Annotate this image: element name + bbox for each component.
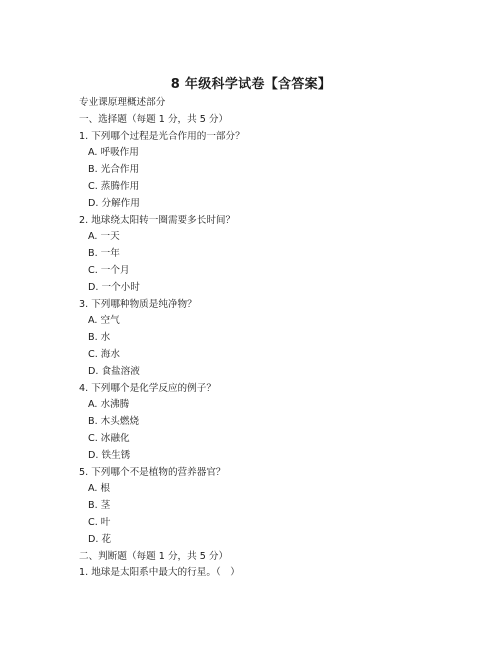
option-d: D. 铁生锈 (88, 449, 131, 461)
page-title: 8 年级科学试卷【含答案】 (170, 77, 332, 92)
option-a: A. 一天 (88, 231, 120, 243)
subtitle: 专业课原理概述部分 (79, 97, 166, 108)
option-a: A. 空气 (88, 315, 120, 327)
document-body (79, 95, 479, 582)
question-3 (79, 297, 479, 381)
option-a: A. 呼吸作用 (88, 147, 139, 159)
option-d: D. 食盐溶液 (88, 365, 140, 377)
option-c: C. 一个月 (88, 264, 130, 276)
option-c: C. 冰融化 (88, 432, 130, 444)
option-a: A. 根 (88, 483, 111, 495)
question-5 (79, 465, 479, 549)
question-stem: 4. 下列哪个是化学反应的例子？ (79, 382, 216, 394)
question-1 (79, 129, 479, 213)
option-b: B. 一年 (88, 248, 120, 260)
option-c: C. 叶 (88, 516, 111, 528)
option-d: D. 分解作用 (88, 197, 140, 209)
option-b: B. 茎 (88, 500, 111, 512)
question-stem: 1. 下列哪个过程是光合作用的一部分？ (79, 130, 245, 142)
question-4 (79, 381, 479, 465)
option-c: C. 海水 (88, 348, 120, 360)
section-heading-choice: 一、选择题（每题 1 分，共 5 分） (79, 113, 229, 125)
question-stem: 1. 地球是太阳系中最大的行星。（ ） (79, 567, 240, 579)
option-b: B. 水 (88, 332, 111, 344)
option-b: B. 木头燃烧 (88, 416, 140, 428)
question-stem: 5. 下列哪个不是植物的营养器官？ (79, 466, 226, 478)
option-d: D. 一个小时 (88, 281, 140, 293)
option-a: A. 水沸腾 (88, 399, 130, 411)
question-stem: 3. 下列哪种物质是纯净物？ (79, 298, 197, 310)
option-b: B. 光合作用 (88, 164, 140, 176)
option-c: C. 蒸腾作用 (88, 180, 140, 192)
question-2 (79, 213, 479, 297)
section-heading-judgement: 二、判断题（每题 1 分，共 5 分） (79, 550, 229, 562)
question-stem: 2. 地球绕太阳转一圈需要多长时间？ (79, 214, 236, 226)
option-d: D. 花 (88, 533, 112, 545)
